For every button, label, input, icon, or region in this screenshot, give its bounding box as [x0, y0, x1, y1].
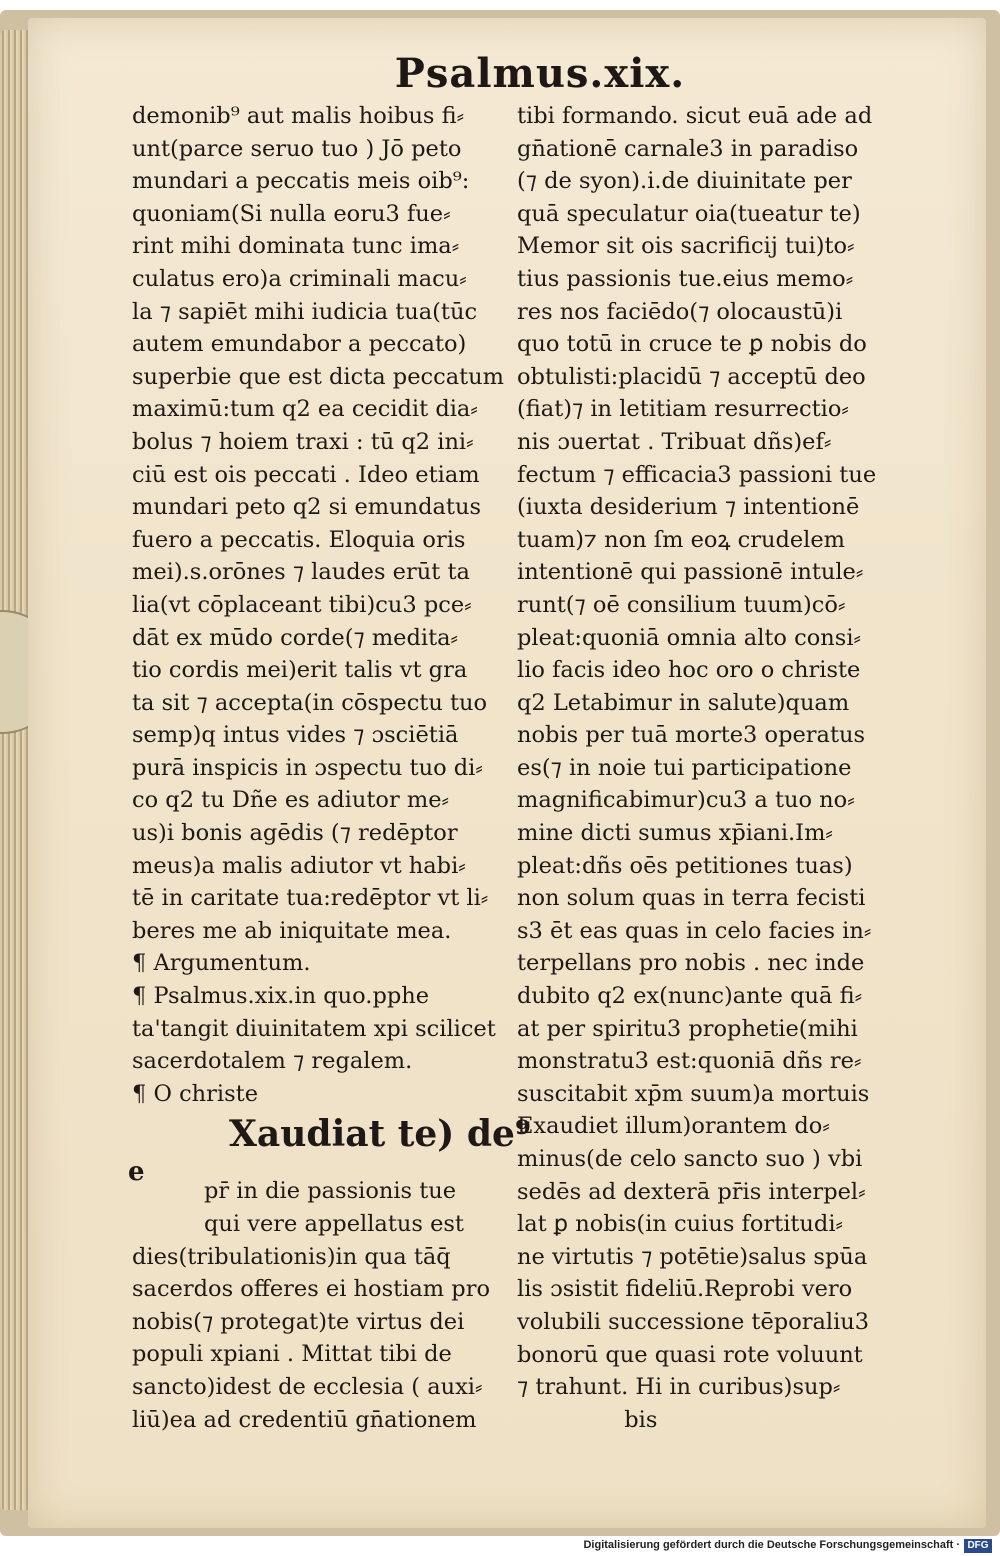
running-heading [0, 50, 1000, 97]
text-line: fectum ⁊ efficacia3 passioni tue [517, 461, 877, 488]
text-line: sancto)idest de ecclesia ( auxi⸗ [132, 1373, 483, 1400]
text-line: bolus ⁊ hoiem traxi : tū q2 ini⸗ [132, 428, 474, 455]
text-line: non solum quas in terra fecisti [517, 885, 866, 912]
text-line: ciū est ois peccati . Ideo etiam [132, 461, 480, 488]
text-line: Exaudiet illum)orantem do⸗ [517, 1113, 830, 1140]
text-line: q2 Letabimur in salute)quam [517, 689, 850, 716]
text-line: (⁊ de syon).i.de diuinitate per [517, 168, 852, 195]
text-line: s3 ēt eas quas in celo facies in⸗ [517, 917, 872, 944]
text-line: lis ɔsistit fideliū.Reprobi vero [517, 1276, 853, 1303]
text-line: populi xpiani . Mittat tibi de [132, 1341, 452, 1368]
text-line: dubito q2 ex(nunc)ante quā fi⸗ [517, 983, 863, 1010]
text-line: bonorū que quasi rote voluunt [517, 1341, 863, 1368]
text-line: ¶ Psalmus.xix.in quo.pphe [132, 983, 430, 1010]
text-line: res nos faciēdo(⁊ olocaustū)i [517, 298, 843, 325]
text-line: nobis per tuā morte3 operatus [517, 722, 866, 749]
text-line: superbie que est dicta peccatum [132, 363, 505, 390]
text-line: la ⁊ sapiēt mihi iudicia tua(tūc [132, 298, 478, 325]
text-line: sacerdos offeres ei hostiam pro [132, 1276, 490, 1303]
dfg-logo: DFG [964, 1539, 992, 1553]
text-line: (iuxta desiderium ⁊ intentionē [517, 494, 860, 521]
text-line: qui vere appellatus est [204, 1211, 464, 1237]
funding-notice: Digitalisierung gefördert durch die Deutsche Forschungsgemeinschaft · [583, 1539, 960, 1551]
text-line: mundari a peccatis meis oib⁹: [132, 168, 470, 195]
text-line: lia(vt cōplaceant tibi)cu3 pce⸗ [132, 591, 472, 618]
guide-letter: e [128, 1157, 145, 1188]
text-line: dāt ex mūdo corde(⁊ medita⸗ [132, 624, 459, 651]
page-edge-stack [0, 30, 28, 1510]
text-line: ta sit ⁊ accepta(in cōspectu tuo [132, 689, 488, 716]
text-line: pleat:quoniā omnia alto consi⸗ [517, 624, 862, 651]
text-line: quoniam(Si nulla eoru3 fue⸗ [132, 200, 451, 227]
text-line: fuero a peccatis. Eloquia oris [132, 526, 466, 553]
text-line: tibi formando. sicut euā ade ad [517, 103, 873, 129]
text-line: maximū:tum q2 ea cecidit dia⸗ [132, 396, 478, 423]
text-line: autem emundabor a peccato) [132, 331, 467, 358]
text-line: magnificabimur)cu3 a tuo no⸗ [517, 787, 855, 814]
text-line: tio cordis mei)erit talis vt gra [132, 657, 468, 684]
text-line: ⁊ trahunt. Hi in curibus)sup⸗ [517, 1374, 841, 1401]
text-line: pleat:dñs oēs petitiones tuas) [517, 852, 853, 879]
text-line: us)i bonis agēdis (⁊ redēptor [132, 820, 458, 847]
text-line: unt(parce seruo tuo ) Jō peto [132, 135, 462, 162]
text-line: suscitabit xp̄m suum)a mortuis [517, 1080, 870, 1107]
text-line: meus)a malis adiutor vt habi⸗ [132, 852, 466, 879]
text-line: tuam)⁊ non ſm eoꝝ crudelem [517, 526, 846, 553]
text-line: ne virtutis ⁊ potētie)salus spūa [517, 1243, 868, 1270]
text-line: nis ɔuertat . Tribuat dñs)ef⸗ [517, 428, 832, 455]
heading-text: Psalmus.xix. [394, 50, 686, 97]
text-line: gn̄ationē carnale3 in paradiso [517, 135, 859, 162]
right-column [517, 100, 900, 1436]
initial-block [128, 1110, 531, 1188]
text-line: monstratu3 est:quoniā dñs re⸗ [517, 1048, 862, 1075]
text-line: rint mihi dominata tunc ima⸗ [132, 233, 460, 260]
text-line: sedēs ad dexterā pr̄is interpel⸗ [517, 1178, 866, 1205]
text-line: quā speculatur oia(tueatur te) [517, 200, 861, 227]
incipit-word: Xaudiat te) de⁹ [229, 1113, 531, 1156]
text-line: mei).s.orōnes ⁊ laudes erūt ta [132, 559, 470, 586]
text-line: liū)ea ad credentiū gn̄ationem [132, 1406, 477, 1433]
left-column [128, 100, 531, 1436]
text-line: beres me ab iniquitate mea. [132, 917, 452, 944]
text-line: obtulisti:placidū ⁊ acceptū deo [517, 363, 866, 390]
text-line: ¶ O christe [132, 1080, 259, 1107]
text-line: Memor sit ois sacrificij tui)to⸗ [517, 233, 855, 260]
text-line: ta'tangit diuinitatem xpi scilicet [132, 1015, 496, 1042]
text-line: pr̄ in die passionis tue [204, 1178, 457, 1205]
text-line: semp)q intus vides ⁊ ɔsciētiā [132, 722, 459, 749]
text-line: intentionē qui passionē intule⸗ [517, 559, 864, 586]
text-line: es(⁊ in noie tui participatione [517, 754, 852, 781]
text-line: co q2 tu Dñe es adiutor me⸗ [132, 787, 450, 814]
text-line: at per spiritu3 prophetie(mihi [517, 1015, 858, 1042]
text-line: bis [517, 1406, 658, 1433]
text-line: lio facis ideo hoc oro o christe [517, 657, 861, 684]
text-line: nobis(⁊ protegat)te virtus dei [132, 1308, 465, 1335]
text-line: tius passionis tue.eius memo⸗ [517, 265, 854, 292]
text-line: terpellans pro nobis . nec inde [517, 950, 865, 977]
text-line: sacerdotalem ⁊ regalem. [132, 1048, 413, 1075]
text-line: (fiat)⁊ in letitiam resurrectio⸗ [517, 396, 849, 423]
text-line: tē in caritate tua:redēptor vt li⸗ [132, 885, 489, 912]
text-line: demonib⁹ aut malis hoibus fi⸗ [132, 103, 465, 129]
text-line: purā inspicis in ɔspectu tuo di⸗ [132, 754, 483, 781]
text-line: mine dicti sumus xp̄iani.Im⸗ [517, 820, 833, 847]
text-line: culatus ero)a criminali macu⸗ [132, 265, 467, 292]
text-line: lat ꝑ nobis(in cuius fortitudi⸗ [517, 1211, 844, 1238]
text-line: ¶ Argumentum. [132, 950, 311, 977]
text-line: quo totū in cruce te ꝑ nobis do [517, 331, 867, 358]
text-line: mundari peto q2 si emundatus [132, 494, 481, 521]
text-line: runt(⁊ oē consilium tuum)cō⸗ [517, 591, 846, 618]
text-line: volubili successione tēporaliu3 [517, 1308, 870, 1335]
text-line: dies(tribulationis)in qua tāq̄ [132, 1243, 451, 1270]
text-line: minus(de celo sancto suo ) vbi [517, 1146, 863, 1172]
